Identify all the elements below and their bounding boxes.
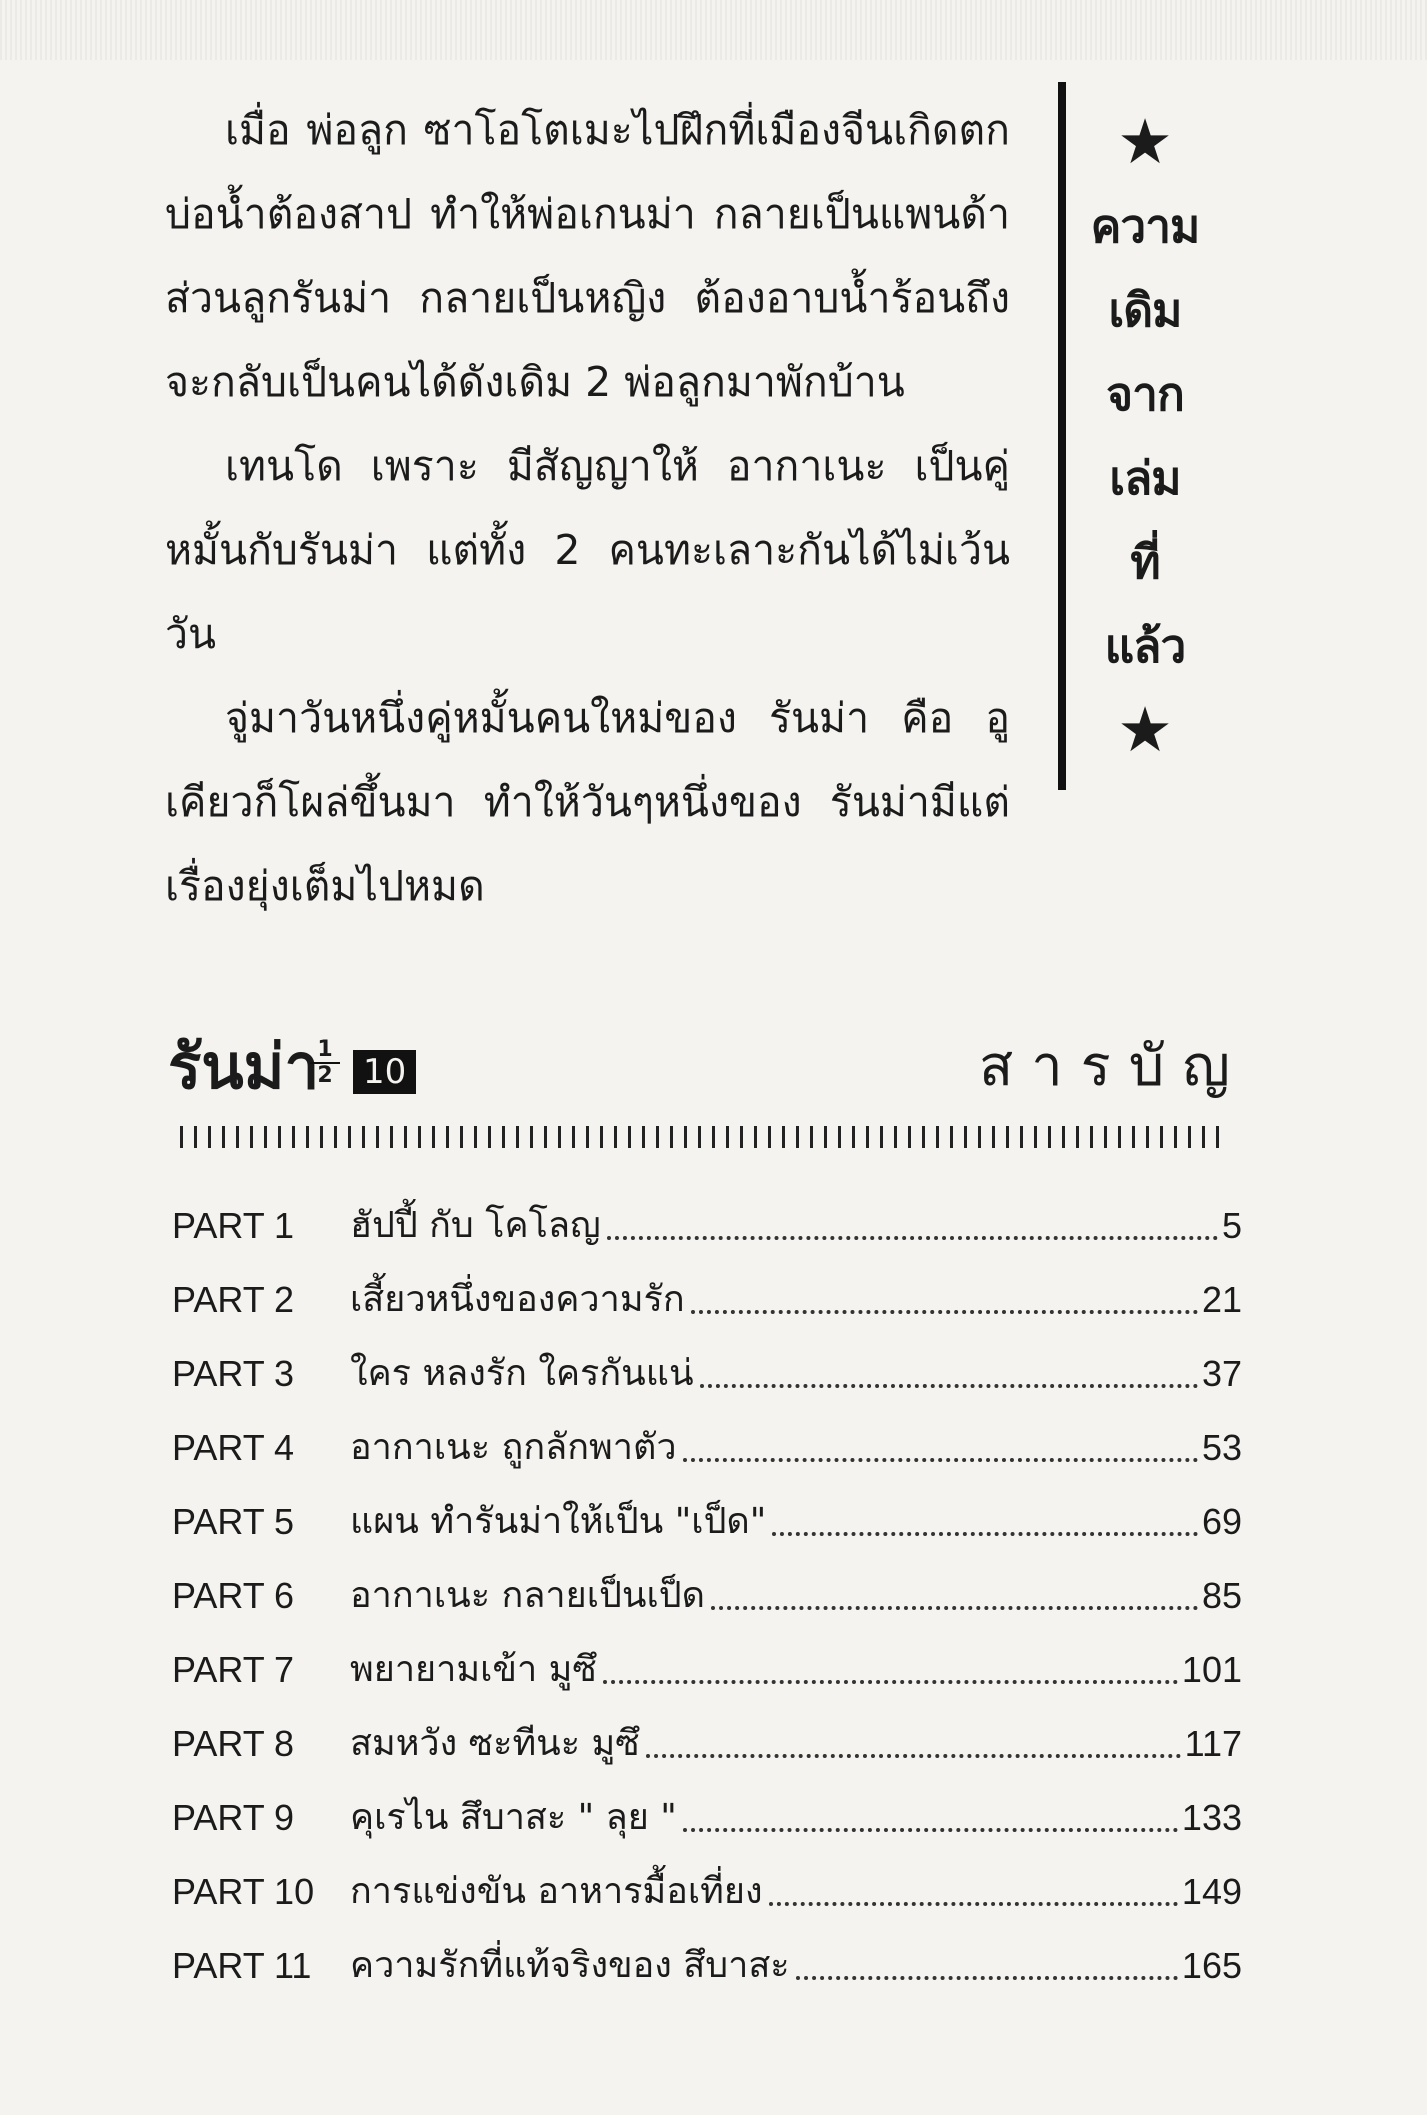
toc-title: แผน ทำรันม่าให้เป็น "เป็ด" — [350, 1501, 767, 1542]
fraction-denominator: 2 — [317, 1063, 333, 1088]
volume-badge: 10 — [353, 1050, 416, 1094]
toc-title: พยายามเข้า มูซึ — [350, 1649, 597, 1690]
toc-entry — [172, 1920, 1242, 1994]
toc-page: 37 — [1201, 1353, 1242, 1394]
toc-title: ใคร หลงรัก ใครกันแน่ — [350, 1353, 694, 1394]
toc-page: 69 — [1201, 1501, 1242, 1542]
toc-page: 149 — [1181, 1871, 1242, 1912]
toc-leader — [700, 1384, 1198, 1388]
toc-title: ฮัปปี้ กับ โคโลญ — [350, 1205, 601, 1246]
toc-part: PART 11 — [172, 1945, 312, 1986]
toc-page: 133 — [1181, 1797, 1242, 1838]
toc-leader — [796, 1976, 1178, 1980]
previously-sidebar — [1080, 100, 1210, 772]
toc-page: 117 — [1184, 1723, 1242, 1764]
toc-title: เสี้ยวหนึ่งของความรัก — [350, 1279, 685, 1320]
toc-part: PART 1 — [172, 1205, 295, 1246]
toc-part: PART 7 — [172, 1649, 295, 1690]
series-fraction — [310, 1038, 340, 1088]
toc-page: 165 — [1181, 1945, 1242, 1986]
toc-entry — [172, 1180, 1242, 1254]
toc-entry — [172, 1698, 1242, 1772]
toc-leader — [691, 1310, 1198, 1314]
toc-page: 5 — [1221, 1205, 1242, 1246]
toc-entry — [172, 1402, 1242, 1476]
toc-title: การแข่งขัน อาหารมื้อเที่ยง — [350, 1871, 763, 1912]
sidebar-word: เล่ม — [1109, 451, 1181, 505]
tick-ruler — [180, 1126, 1230, 1148]
vertical-divider — [1058, 82, 1066, 790]
toc-title: คุเรไน สึบาสะ " ลุย " — [350, 1797, 677, 1838]
toc-title: ความรักที่แท้จริงของ สึบาสะ — [350, 1945, 790, 1986]
toc-part: PART 9 — [172, 1797, 295, 1838]
toc-leader — [683, 1828, 1178, 1832]
summary-paragraph: เมื่อ พ่อลูก ซาโอโตเมะไปฝึกที่เมืองจีนเกิดตกบ่อน้ำต้องสาป ทำให้พ่อเกนม่า กลายเป็นแพนด้าส่วนลูกรันม่า กลายเป็นหญิง ต้องอาบน้ำร้อนถึงจะกลับเป็นคนได้ดังเดิม 2 พ่อลูกมาพักบ้าน — [165, 106, 1010, 406]
toc-entry — [172, 1846, 1242, 1920]
toc-entry — [172, 1476, 1242, 1550]
toc-entry — [172, 1772, 1242, 1846]
toc-leader — [607, 1236, 1218, 1240]
sidebar-word: แล้ว — [1104, 619, 1186, 673]
summary-paragraph: จู่มาวันหนึ่งคู่หมั้นคนใหม่ของ รันม่า คือ อูเคียวก็โผล่ขึ้นมา ทำให้วันๆหนึ่งของ รันม่ามีแต่เรื่องยุ่งเต็มไปหมด — [165, 694, 1010, 910]
sidebar-word: ความ — [1090, 199, 1200, 253]
toc-leader — [711, 1606, 1198, 1610]
toc-leader — [769, 1902, 1178, 1906]
toc-part: PART 8 — [172, 1723, 295, 1764]
toc-title: อากาเนะ ถูกลักพาตัว — [350, 1427, 677, 1468]
toc-title: อากาเนะ กลายเป็นเป็ด — [350, 1575, 706, 1616]
sidebar-word: ที่ — [1130, 535, 1160, 589]
series-title: รันม่า — [168, 1030, 320, 1103]
toc-leader — [772, 1532, 1198, 1536]
toc-page: 101 — [1181, 1649, 1242, 1690]
sidebar-word: เดิม — [1108, 283, 1182, 337]
toc-part: PART 3 — [172, 1353, 295, 1394]
summary-paragraph: เทนโด เพราะ มีสัญญาให้ อากาเนะ เป็นคู่หมั้นกับรันม่า แต่ทั้ง 2 คนทะเลาะกันได้ไม่เว้นวัน — [165, 442, 1010, 658]
contents-title: สารบัญ — [979, 1034, 1248, 1099]
toc-title: สมหวัง ซะทีนะ มูซึ — [350, 1723, 640, 1764]
toc-leader — [603, 1680, 1178, 1684]
scan-noise — [0, 0, 1427, 60]
toc-entry — [172, 1550, 1242, 1624]
star-icon: ★ — [1117, 693, 1173, 766]
sidebar-word: จาก — [1106, 367, 1184, 421]
toc-part: PART 2 — [172, 1279, 295, 1320]
table-of-contents — [172, 1180, 1242, 1994]
toc-entry — [172, 1254, 1242, 1328]
toc-entry — [172, 1328, 1242, 1402]
toc-part: PART 6 — [172, 1575, 295, 1616]
toc-page: 85 — [1201, 1575, 1242, 1616]
toc-page: 53 — [1201, 1427, 1242, 1468]
toc-part: PART 10 — [172, 1871, 315, 1912]
toc-part: PART 5 — [172, 1501, 295, 1542]
toc-page: 21 — [1201, 1279, 1242, 1320]
toc-leader — [646, 1754, 1181, 1758]
toc-header — [168, 1022, 1248, 1122]
fraction-numerator: 1 — [310, 1038, 340, 1064]
star-icon: ★ — [1117, 105, 1173, 178]
story-summary — [165, 88, 1010, 928]
toc-entry — [172, 1624, 1242, 1698]
toc-leader — [683, 1458, 1198, 1462]
toc-part: PART 4 — [172, 1427, 295, 1468]
